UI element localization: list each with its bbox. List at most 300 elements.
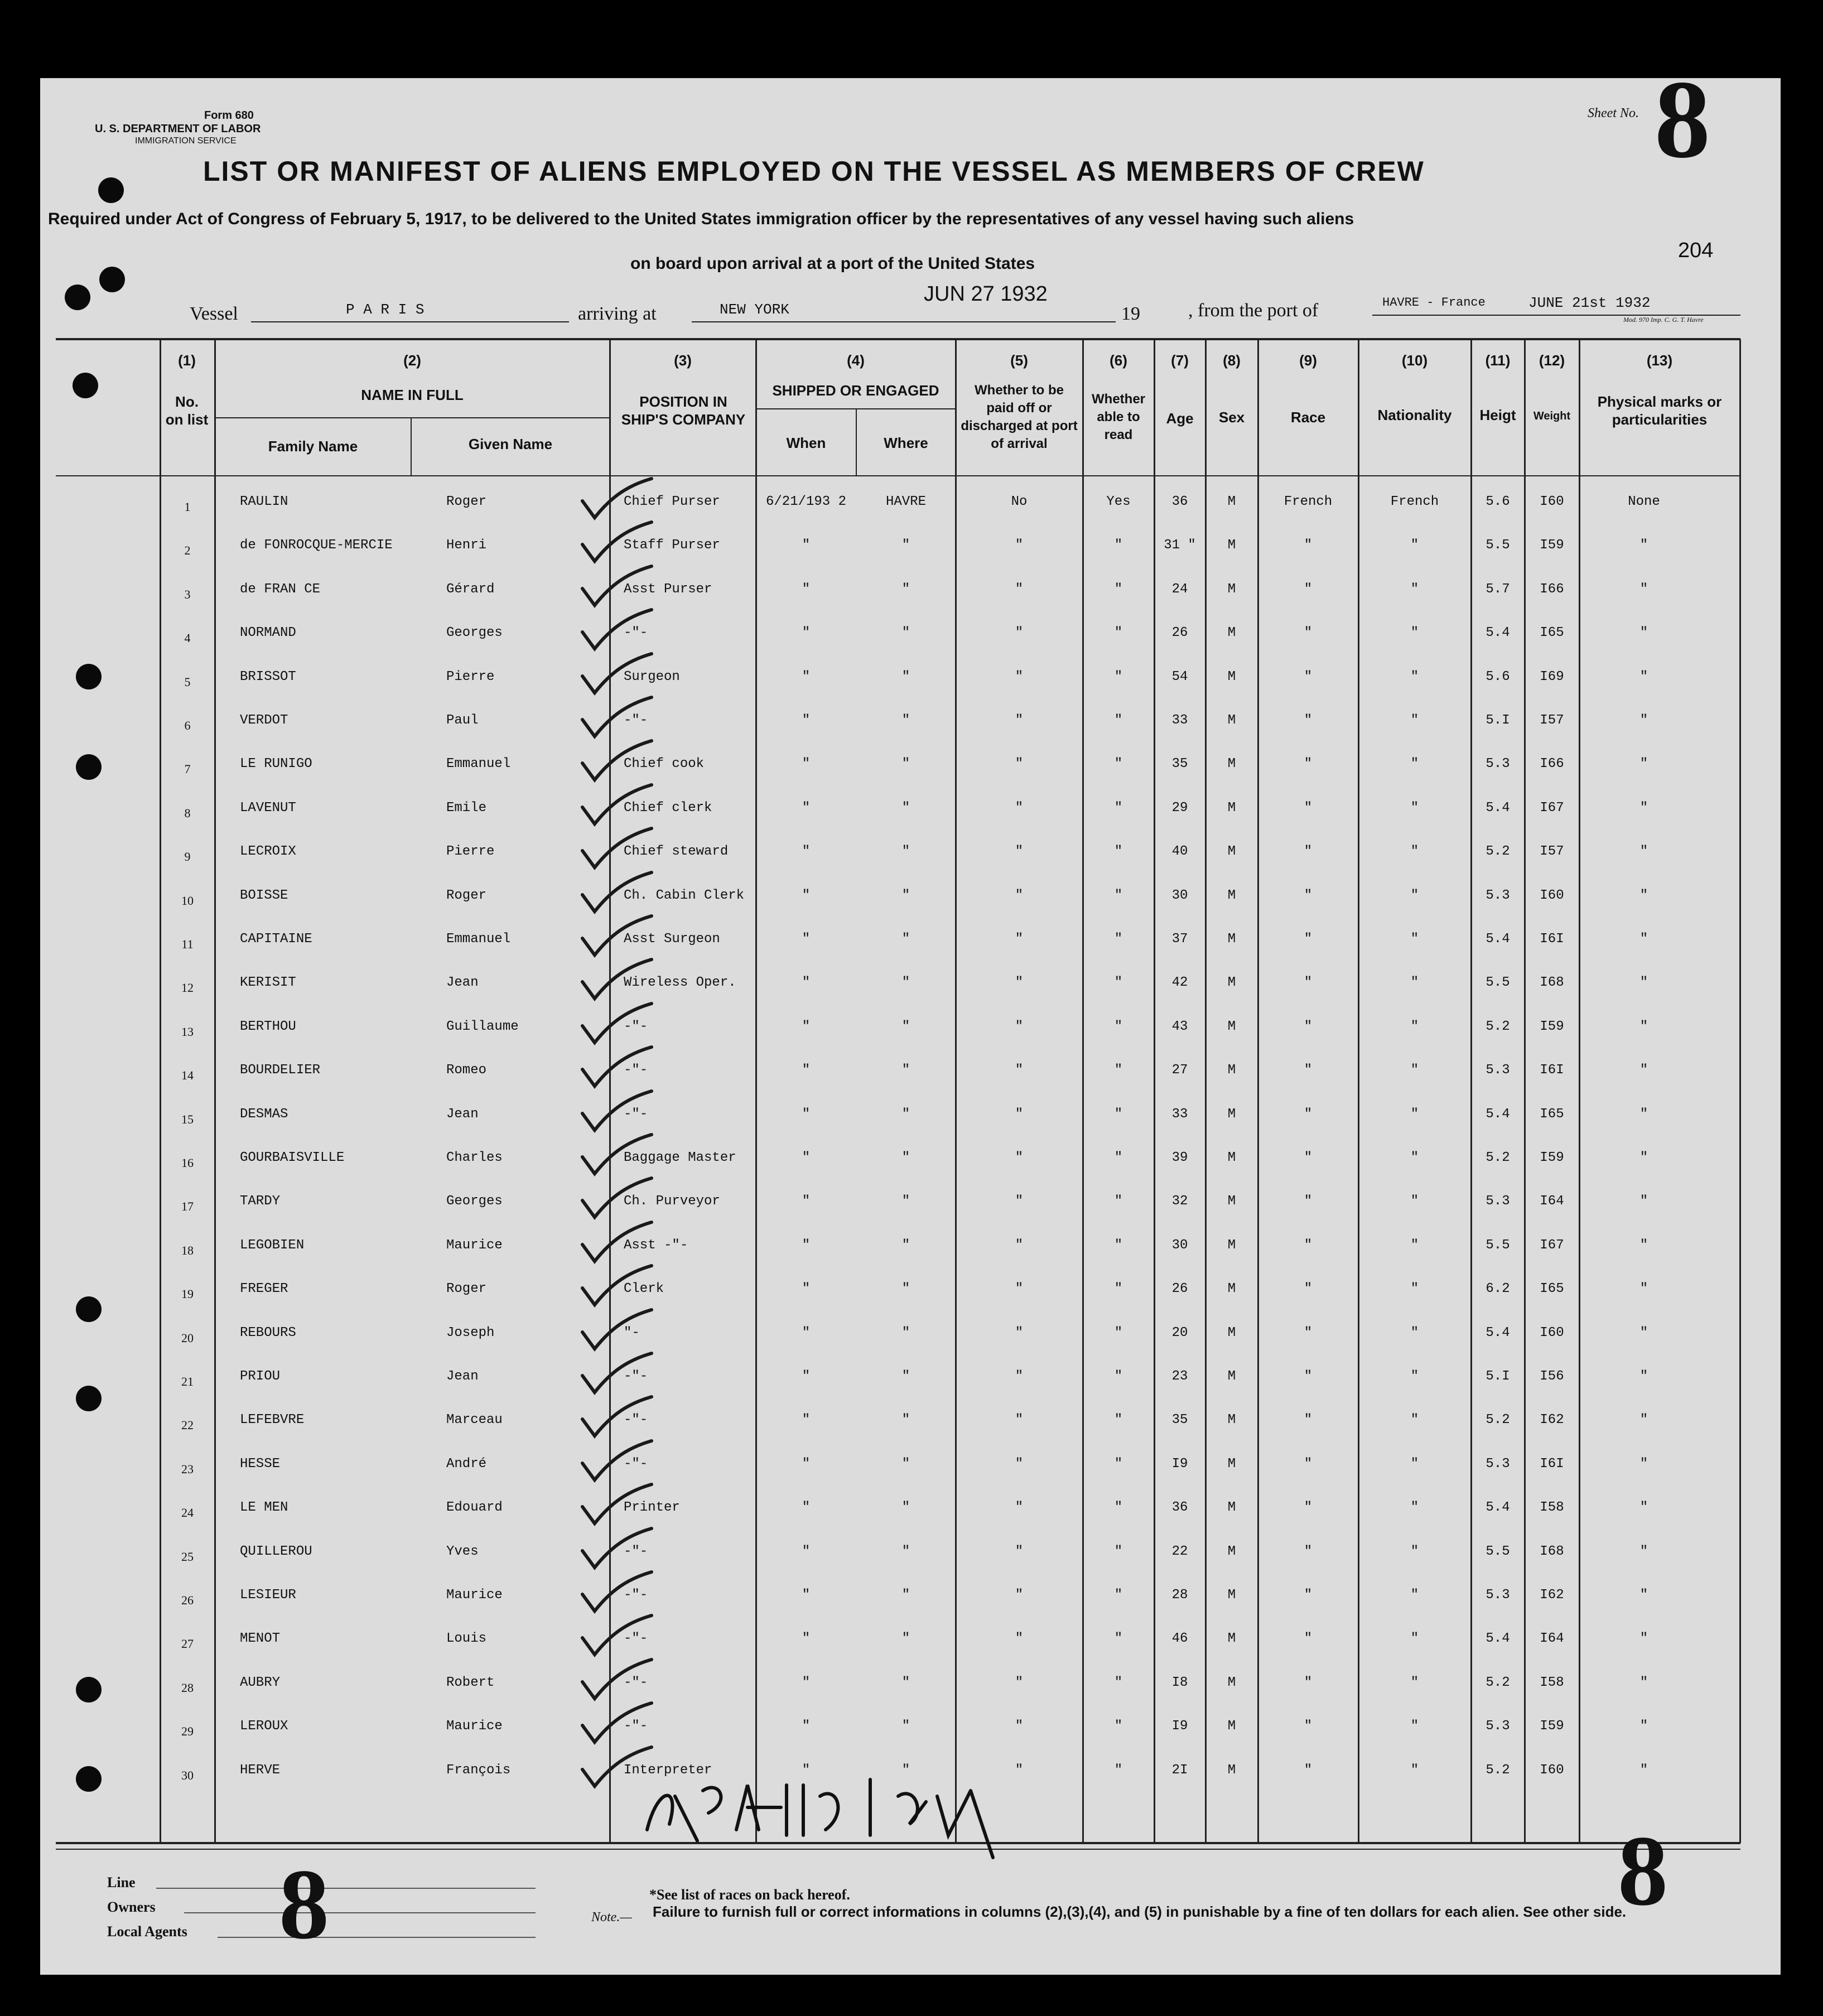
cell-family: LEROUX — [240, 1719, 288, 1734]
check-mark-icon — [578, 1349, 656, 1399]
col-rule — [1579, 339, 1580, 1843]
cell-family: LE RUNIGO — [240, 756, 312, 772]
cell-weight: I69 — [1540, 669, 1564, 684]
cell-marks: " — [1639, 1369, 1648, 1384]
cell-position: Wireless Oper. — [624, 975, 736, 991]
cell-paid: " — [1015, 625, 1024, 641]
cell-paid: " — [1015, 800, 1024, 816]
printer-note: Mod. 970 Imp. C. G. T. Havre — [1623, 316, 1704, 324]
cell-given: Edouard — [446, 1500, 503, 1516]
cell-position: -"- — [624, 1675, 648, 1690]
cell-race: " — [1304, 1281, 1313, 1297]
cell-weight: I6I — [1540, 1063, 1564, 1078]
cell-read: " — [1114, 844, 1123, 860]
cell-nationality: " — [1410, 1675, 1419, 1690]
check-mark-icon — [578, 1261, 656, 1311]
check-mark-icon — [578, 736, 656, 787]
cell-when: " — [802, 844, 811, 860]
col1-number: (1) — [178, 352, 196, 369]
cell-marks: " — [1639, 1762, 1648, 1778]
cell-where: " — [901, 669, 910, 684]
footer-line-underline — [156, 1888, 536, 1889]
cell-read: " — [1114, 756, 1123, 772]
check-mark-icon — [578, 1480, 656, 1530]
cell-sex: M — [1227, 1150, 1236, 1165]
col5-header: Whether to be paid off or discharged at port of arrival — [961, 383, 1078, 451]
check-mark-icon — [578, 1436, 656, 1487]
punch-hole — [76, 1296, 102, 1322]
arriving-underline — [692, 321, 1116, 322]
cell-when: " — [802, 1019, 811, 1034]
cell-position: Clerk — [624, 1281, 664, 1297]
cell-age: 33 — [1171, 1106, 1188, 1122]
cell-given: Marceau — [446, 1412, 503, 1428]
row-number: 30 — [181, 1768, 194, 1782]
cell-family: LAVENUT — [240, 800, 296, 816]
check-mark-icon — [578, 1568, 656, 1618]
cell-sex: M — [1227, 1631, 1236, 1647]
cell-where: " — [901, 1106, 910, 1122]
cell-marks: " — [1639, 1063, 1648, 1078]
cell-given: Joseph — [446, 1325, 495, 1340]
cell-height: 5.2 — [1486, 1675, 1510, 1690]
col-rule — [1257, 339, 1259, 1843]
cell-when: " — [802, 800, 811, 816]
cell-when: 6/21/193 2 — [765, 494, 847, 509]
check-mark-icon — [578, 868, 656, 918]
cell-where: " — [901, 625, 910, 641]
department: U. S. DEPARTMENT OF LABOR — [95, 123, 261, 135]
cell-paid: " — [1015, 1762, 1024, 1778]
punch-hole — [76, 1766, 102, 1792]
col-rule — [1739, 339, 1741, 1843]
cell-height: 5.I — [1486, 713, 1510, 728]
cell-sex: M — [1227, 1019, 1236, 1034]
cell-nationality: " — [1410, 1544, 1419, 1559]
cell-sex: M — [1227, 800, 1236, 816]
row-number: 13 — [181, 1024, 194, 1039]
cell-position: -"- — [624, 1544, 648, 1559]
cell-age: 20 — [1171, 1325, 1188, 1340]
cell-where: " — [901, 1762, 910, 1778]
cell-nationality: " — [1410, 975, 1419, 991]
col13-number: (13) — [1646, 352, 1673, 369]
check-mark-icon — [578, 1218, 656, 1268]
row-number: 29 — [181, 1724, 194, 1739]
header-bottom-rule — [56, 475, 1740, 476]
cell-where: " — [901, 1588, 910, 1603]
cell-nationality: French — [1390, 494, 1439, 509]
cell-marks: " — [1639, 1412, 1648, 1428]
cell-where: " — [901, 1194, 910, 1209]
cell-read: " — [1114, 1631, 1123, 1647]
row-number: 4 — [184, 631, 191, 645]
cell-paid: " — [1015, 1325, 1024, 1340]
cell-height: 5.5 — [1486, 1237, 1510, 1253]
cell-marks: " — [1639, 1194, 1648, 1209]
cell-age: 28 — [1171, 1588, 1188, 1603]
arriving-label: arriving at — [578, 303, 657, 324]
cell-marks: None — [1628, 494, 1660, 509]
cell-height: 6.2 — [1486, 1281, 1510, 1297]
check-mark-icon — [578, 780, 656, 831]
cell-given: Romeo — [446, 1063, 487, 1078]
cell-family: QUILLEROU — [240, 1544, 312, 1559]
cell-position: -"- — [624, 1719, 648, 1734]
cell-nationality: " — [1410, 1150, 1419, 1165]
cell-given: Charles — [446, 1150, 503, 1165]
cell-when: " — [802, 1194, 811, 1209]
col10-number: (10) — [1401, 352, 1428, 369]
cell-read: " — [1114, 1544, 1123, 1559]
cell-race: " — [1304, 1106, 1313, 1122]
check-mark-icon — [578, 1699, 656, 1749]
cell-when: " — [802, 1631, 811, 1647]
cell-sex: M — [1227, 932, 1236, 947]
cell-sex: M — [1227, 1281, 1236, 1297]
cell-nationality: " — [1410, 800, 1419, 816]
cell-given: Emmanuel — [446, 932, 511, 947]
cell-where: " — [901, 1500, 910, 1516]
row-number: 7 — [184, 762, 191, 777]
col2-given-header: Given Name — [468, 436, 553, 452]
check-mark-icon — [578, 1174, 656, 1224]
name-subheader-rule — [215, 417, 609, 418]
cell-sex: M — [1227, 1106, 1236, 1122]
cell-weight: I58 — [1540, 1500, 1564, 1516]
cell-nationality: " — [1410, 1325, 1419, 1340]
subtitle-1: Required under Act of Congress of February 5, 1917, to be delivered to the United States immigration officer by the representatives of any vessel having such aliens — [48, 210, 1354, 228]
col6-number: (6) — [1110, 352, 1127, 369]
cell-age: 23 — [1171, 1369, 1188, 1384]
cell-age: 29 — [1171, 800, 1188, 816]
cell-weight: I64 — [1540, 1631, 1564, 1647]
cell-age: 36 — [1171, 494, 1188, 509]
cell-sex: M — [1227, 1194, 1236, 1209]
cell-family: VERDOT — [240, 713, 288, 728]
vessel-label: Vessel — [190, 303, 238, 324]
vessel-name: P A R I S — [346, 301, 425, 318]
cell-sex: M — [1227, 1369, 1236, 1384]
cell-where: " — [901, 1675, 910, 1690]
cell-given: Pierre — [446, 844, 495, 860]
punch-hole — [76, 754, 102, 780]
cell-position: Surgeon — [624, 669, 680, 684]
from-label: , from the port of — [1188, 300, 1319, 321]
cell-family: LEFEBVRE — [240, 1412, 305, 1428]
cell-weight: I65 — [1540, 1106, 1564, 1122]
cell-marks: " — [1639, 1019, 1648, 1034]
cell-where: " — [901, 1325, 910, 1340]
cell-where: " — [901, 581, 910, 597]
cell-read: " — [1114, 1194, 1123, 1209]
col7-header: Age — [1166, 410, 1194, 427]
check-mark-icon — [578, 693, 656, 743]
cell-age: 26 — [1171, 625, 1188, 641]
cell-weight: I59 — [1540, 538, 1564, 553]
cell-weight: I6I — [1540, 932, 1564, 947]
cell-height: 5.5 — [1486, 1544, 1510, 1559]
row-number: 5 — [184, 674, 191, 689]
cell-read: " — [1114, 1237, 1123, 1253]
cell-marks: " — [1639, 800, 1648, 816]
col13-header: Physical marks or particularities — [1597, 393, 1722, 428]
cell-given: Maurice — [446, 1719, 503, 1734]
cell-marks: " — [1639, 581, 1648, 597]
cell-weight: I59 — [1540, 1019, 1564, 1034]
cell-age: I8 — [1171, 1675, 1188, 1690]
cell-race: " — [1304, 975, 1313, 991]
cell-marks: " — [1639, 1544, 1648, 1559]
cell-paid: " — [1015, 1675, 1024, 1690]
cell-where: " — [901, 800, 910, 816]
cell-sex: M — [1227, 494, 1236, 509]
cell-marks: " — [1639, 975, 1648, 991]
cell-race: " — [1304, 1237, 1313, 1253]
cell-weight: I62 — [1540, 1588, 1564, 1603]
cell-weight: I65 — [1540, 625, 1564, 641]
cell-given: Roger — [446, 1281, 487, 1297]
cell-family: KERISIT — [240, 975, 296, 991]
cell-marks: " — [1639, 1237, 1648, 1253]
cell-when: " — [802, 1500, 811, 1516]
cell-marks: " — [1639, 538, 1648, 553]
cell-family: HESSE — [240, 1456, 281, 1472]
cell-where: " — [901, 1719, 910, 1734]
punch-hole — [76, 664, 102, 689]
cell-weight: I60 — [1540, 1762, 1564, 1778]
cell-age: 43 — [1171, 1019, 1188, 1034]
cell-weight: I68 — [1540, 975, 1564, 991]
cell-read: " — [1114, 669, 1123, 684]
cell-age: 22 — [1171, 1544, 1188, 1559]
cell-given: Emmanuel — [446, 756, 511, 772]
cell-paid: " — [1015, 1237, 1024, 1253]
row-number: 20 — [181, 1330, 194, 1345]
page-title: LIST OR MANIFEST OF ALIENS EMPLOYED ON THE VESSEL AS MEMBERS OF CREW — [203, 156, 1425, 187]
cell-sex: M — [1227, 888, 1236, 903]
punch-hole — [65, 284, 90, 310]
cell-read: " — [1114, 1281, 1123, 1297]
cell-nationality: " — [1410, 844, 1419, 860]
row-number: 9 — [184, 850, 191, 864]
cell-height: 5.3 — [1486, 1456, 1510, 1472]
cell-height: 5.7 — [1486, 581, 1510, 597]
cell-position: -"- — [624, 713, 648, 728]
cell-given: Jean — [446, 1369, 479, 1384]
cell-height: 5.4 — [1486, 625, 1510, 641]
cell-when: " — [802, 1325, 811, 1340]
check-mark-icon — [578, 649, 656, 700]
cell-read: " — [1114, 1325, 1123, 1340]
col-rule — [1524, 339, 1526, 1843]
cell-age: 39 — [1171, 1150, 1188, 1165]
cell-weight: I68 — [1540, 1544, 1564, 1559]
page-code: 204 — [1678, 239, 1714, 262]
cell-position: -"- — [624, 1588, 648, 1603]
row-number: 14 — [181, 1068, 194, 1083]
cell-race: " — [1304, 1369, 1313, 1384]
cell-age: 32 — [1171, 1194, 1188, 1209]
cell-position: Chief clerk — [624, 800, 712, 816]
cell-read: " — [1114, 888, 1123, 903]
year-label: 19 — [1121, 303, 1140, 324]
footer-right-number: 8 — [1618, 1815, 1668, 1926]
cell-age: 42 — [1171, 975, 1188, 991]
cell-height: 5.2 — [1486, 1762, 1510, 1778]
cell-race: " — [1304, 1194, 1313, 1209]
cell-weight: I67 — [1540, 1237, 1564, 1253]
cell-weight: I62 — [1540, 1412, 1564, 1428]
cell-sex: M — [1227, 756, 1236, 772]
cell-when: " — [802, 1762, 811, 1778]
cell-where: " — [901, 538, 910, 553]
cell-paid: " — [1015, 1631, 1024, 1647]
col3-header: POSITION IN SHIP'S COMPANY — [621, 393, 746, 428]
cell-when: " — [802, 625, 811, 641]
col11-header: Heigt — [1479, 407, 1516, 423]
cell-when: " — [802, 1456, 811, 1472]
row-number: 23 — [181, 1462, 194, 1476]
punch-hole — [73, 373, 98, 398]
row-number: 12 — [181, 981, 194, 995]
cell-marks: " — [1639, 1719, 1648, 1734]
cell-position: Printer — [624, 1500, 680, 1516]
check-mark-icon — [578, 824, 656, 874]
cell-nationality: " — [1410, 1106, 1419, 1122]
cell-height: 5.2 — [1486, 1150, 1510, 1165]
cell-sex: M — [1227, 1412, 1236, 1428]
cell-sex: M — [1227, 1456, 1236, 1472]
cell-when: " — [802, 1237, 811, 1253]
cell-paid: " — [1015, 975, 1024, 991]
cell-read: " — [1114, 1106, 1123, 1122]
cell-family: BERTHOU — [240, 1019, 296, 1034]
cell-paid: " — [1015, 1500, 1024, 1516]
cell-sex: M — [1227, 844, 1236, 860]
cell-race: " — [1304, 1544, 1313, 1559]
cell-height: 5.3 — [1486, 756, 1510, 772]
col-rule — [955, 339, 957, 1843]
cell-nationality: " — [1410, 581, 1419, 597]
cell-weight: I58 — [1540, 1675, 1564, 1690]
cell-paid: " — [1015, 1281, 1024, 1297]
cell-read: " — [1114, 625, 1123, 641]
cell-where: " — [901, 1063, 910, 1078]
cell-marks: " — [1639, 1456, 1648, 1472]
col-rule — [1154, 339, 1155, 1843]
cell-sex: M — [1227, 1063, 1236, 1078]
cell-weight: I66 — [1540, 581, 1564, 597]
col4-where-header: Where — [884, 435, 928, 451]
cell-marks: " — [1639, 1500, 1648, 1516]
col-rule — [160, 339, 161, 1843]
cell-position: Asst Purser — [624, 581, 712, 597]
col-rule — [1358, 339, 1359, 1843]
cell-given: Georges — [446, 1194, 503, 1209]
cell-given: Roger — [446, 494, 487, 509]
cell-family: REBOURS — [240, 1325, 296, 1340]
cell-family: de FONROCQUE-MERCIE — [240, 538, 393, 553]
cell-weight: I60 — [1540, 1325, 1564, 1340]
cell-race: " — [1304, 888, 1313, 903]
cell-age: 36 — [1171, 1500, 1188, 1516]
cell-position: Baggage Master — [624, 1150, 736, 1165]
cell-family: AUBRY — [240, 1675, 281, 1690]
cell-family: LESIEUR — [240, 1588, 296, 1603]
cell-paid: " — [1015, 844, 1024, 860]
cell-position: Chief Purser — [624, 494, 720, 509]
cell-family: CAPITAINE — [240, 932, 312, 947]
cell-nationality: " — [1410, 1019, 1419, 1034]
check-mark-icon — [578, 955, 656, 1005]
cell-race: " — [1304, 1631, 1313, 1647]
cell-height: 5.2 — [1486, 1019, 1510, 1034]
cell-read: " — [1114, 1412, 1123, 1428]
row-number: 15 — [181, 1112, 194, 1126]
cell-given: Paul — [446, 713, 479, 728]
cell-height: 5.4 — [1486, 1500, 1510, 1516]
date-stamp: JUN 27 1932 — [924, 282, 1048, 306]
cell-given: François — [446, 1762, 511, 1778]
cell-height: 5.3 — [1486, 1063, 1510, 1078]
cell-paid: " — [1015, 756, 1024, 772]
cell-race: " — [1304, 1150, 1313, 1165]
row-number: 6 — [184, 718, 191, 732]
cell-age: 33 — [1171, 713, 1188, 728]
cell-age: 37 — [1171, 932, 1188, 947]
row-number: 26 — [181, 1593, 194, 1607]
cell-nationality: " — [1410, 756, 1419, 772]
cell-where: " — [901, 1237, 910, 1253]
cell-given: Emile — [446, 800, 487, 816]
row-number: 1 — [184, 500, 191, 514]
cell-given: Guillaume — [446, 1019, 519, 1034]
cell-read: " — [1114, 800, 1123, 816]
cell-height: 5.5 — [1486, 538, 1510, 553]
cell-read: " — [1114, 538, 1123, 553]
cell-position: Chief cook — [624, 756, 705, 772]
cell-when: " — [802, 932, 811, 947]
check-mark-icon — [578, 911, 656, 962]
punch-hole — [76, 1386, 102, 1411]
cell-where: " — [901, 1456, 910, 1472]
cell-where: " — [901, 1544, 910, 1559]
cell-where: " — [901, 1281, 910, 1297]
cell-marks: " — [1639, 713, 1648, 728]
cell-paid: " — [1015, 888, 1024, 903]
cell-when: " — [802, 1063, 811, 1078]
cell-race: " — [1304, 1719, 1313, 1734]
row-number: 11 — [181, 937, 194, 951]
cell-family: HERVE — [240, 1762, 281, 1778]
cell-given: Pierre — [446, 669, 495, 684]
cell-position: -"- — [624, 1369, 648, 1384]
cell-height: 5.6 — [1486, 669, 1510, 684]
cell-race: " — [1304, 713, 1313, 728]
cell-age: 26 — [1171, 1281, 1188, 1297]
cell-position: Asst -"- — [624, 1237, 688, 1253]
cell-weight: I67 — [1540, 800, 1564, 816]
cell-read: " — [1114, 1762, 1123, 1778]
row-number: 16 — [181, 1156, 194, 1170]
cell-sex: M — [1227, 1544, 1236, 1559]
cell-where: " — [901, 1150, 910, 1165]
cell-given: Louis — [446, 1631, 487, 1647]
cell-paid: " — [1015, 538, 1024, 553]
row-number: 17 — [181, 1199, 194, 1214]
cell-nationality: " — [1410, 1194, 1419, 1209]
